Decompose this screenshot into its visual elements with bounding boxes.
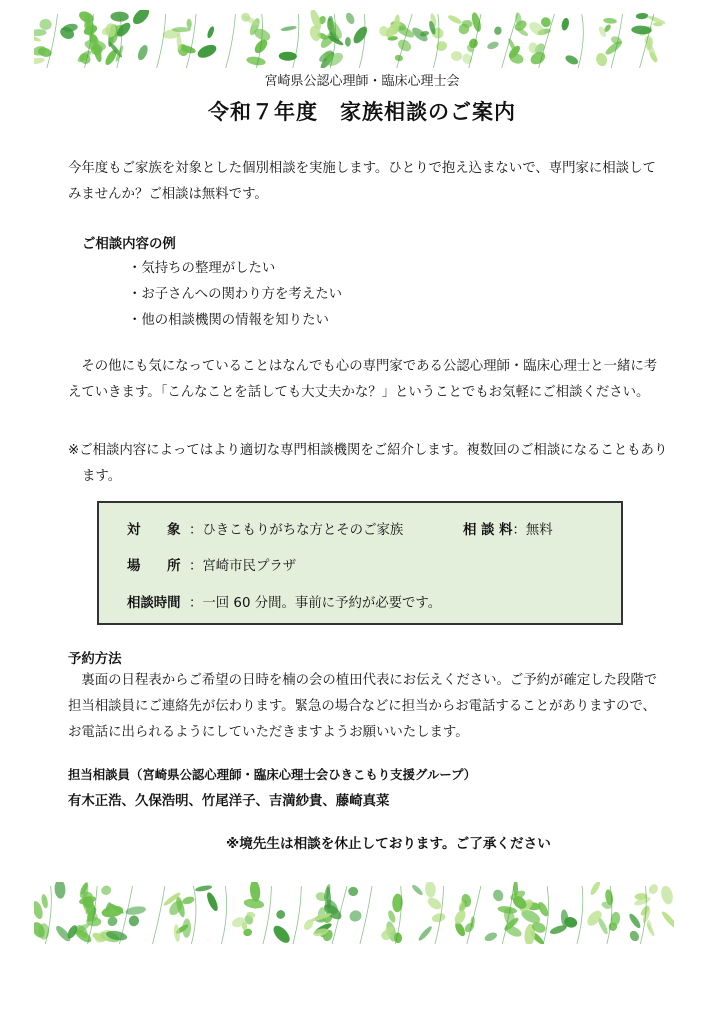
leaf-stem — [221, 886, 226, 944]
fee-label: 相 談 料 — [463, 523, 513, 538]
leaf-shape — [206, 25, 215, 38]
staff-names: 有木正浩、久保浩明、竹尾洋子、吉満紗貴、藤崎真菜 — [68, 794, 390, 809]
info-place-row — [127, 555, 296, 574]
leaf-shape — [447, 14, 463, 26]
leaf-shape — [271, 923, 293, 944]
leaf-shape — [173, 924, 181, 942]
leaf-shape — [39, 18, 52, 30]
leaf-shape — [196, 42, 219, 60]
leaf-border-bottom — [34, 882, 674, 944]
leaf-shape — [603, 17, 617, 24]
page-title: 令和７年度 家族相談のご案内 — [208, 100, 516, 124]
time-value: ：一回 60 分間。事前に予約が必要です。 — [189, 596, 442, 611]
target-value: ：ひきこもりがちな方とそのご家族 — [189, 523, 404, 538]
list-item: ・気持ちの整理がしたい — [128, 261, 276, 276]
leaf-shape — [195, 884, 213, 892]
leaf-stem — [293, 14, 299, 68]
leaf-stem — [226, 14, 236, 68]
leaf-shape — [417, 925, 433, 942]
leaf-shape — [431, 912, 446, 923]
leaf-shape — [344, 11, 356, 25]
leaf-stem — [157, 14, 166, 68]
leaf-shape — [561, 17, 571, 31]
leaf-border-top — [34, 10, 674, 68]
leaf-shape — [182, 918, 191, 937]
leaf-shape — [181, 895, 195, 905]
leaf-shape — [627, 912, 642, 929]
leaf-shape — [279, 52, 297, 61]
leaf-shape — [589, 882, 602, 896]
leaf-shape — [647, 883, 660, 896]
leaf-shape — [450, 50, 462, 61]
leaf-shape — [461, 52, 474, 66]
leaf-shape — [34, 29, 47, 37]
leaf-shape — [491, 888, 504, 903]
leaf-shape — [486, 40, 499, 50]
list-item: ・他の相談機関の情報を知りたい — [128, 313, 329, 328]
reservation-heading: 予約方法 — [68, 652, 122, 667]
fee-value: ：無料 — [512, 523, 553, 538]
leaf-stem — [578, 14, 583, 68]
leaf-shape — [348, 887, 358, 897]
time-label: 相談時間 — [127, 596, 181, 611]
leaf-shape — [628, 929, 641, 943]
info-fee — [463, 519, 553, 538]
info-target-row — [127, 519, 403, 538]
leaf-shape — [128, 914, 140, 927]
intro-paragraph: 今年度もご家族を対象とした個別相談を実施します。ひとりで抱え込まないで、専門家に相談してみませんか？ご相談は無料です。 — [68, 161, 656, 202]
leaf-shape — [351, 24, 370, 45]
leaf-shape — [136, 44, 150, 62]
info-time-row — [127, 592, 441, 611]
place-value: ：宮崎市民プラザ — [189, 559, 297, 574]
leaf-shape — [387, 909, 397, 923]
target-label: 対 象 — [127, 523, 181, 538]
leaf-shape — [494, 26, 503, 35]
leaf-shape — [275, 909, 287, 921]
examples-heading: ご相談内容の例 — [82, 237, 176, 252]
note-paragraph: ※ご相談内容によってはより適切な専門相談機関をご紹介します。複数回のご相談になることもあります。 — [68, 443, 668, 484]
leaf-shape — [345, 37, 351, 47]
leaf-stem — [293, 886, 301, 944]
leaf-stem — [263, 886, 271, 944]
leaf-shape — [130, 10, 152, 27]
leaf-shape — [280, 25, 297, 32]
staff-heading: 担当相談員（宮崎県公認心理師・臨床心理士会ひきこもり支援グループ） — [68, 767, 477, 782]
leaf-shape — [564, 54, 580, 67]
leaf-shape — [636, 13, 649, 20]
leaf-shape — [34, 57, 45, 65]
leaf-shape — [38, 923, 49, 939]
leaf-shape — [348, 909, 363, 924]
leaf-stem — [153, 886, 165, 944]
leaf-shape — [40, 894, 48, 909]
place-label: 場 所 — [127, 559, 181, 574]
leaf-stem — [467, 886, 481, 944]
reservation-paragraph: 裏面の日程表からご希望の日時を楠の会の植田代表にお伝えください。ご予約が確定した段階で担当相談員にご連絡先が伝わります。緊急の場合などに担当からお電話することがありますので、お電話に出られるようにしていただきますようお願いいたします。 — [68, 673, 658, 740]
leaf-shape — [426, 895, 444, 911]
more-paragraph: その他にも気になっていることはなんでも心の専門家である公認心理師・臨床心理士と一緒に考えていきます。「こんなことを話しても大丈夫かな？」ということでもお気軽にご相談ください。 — [68, 359, 658, 400]
leaf-shape — [411, 883, 424, 896]
leaf-stem — [191, 886, 196, 944]
leaf-shape — [659, 885, 674, 906]
leaf-shape — [660, 910, 674, 930]
leaf-shape — [100, 884, 113, 897]
notice-text: ※境先生は相談を休止しております。ご了承ください — [226, 836, 551, 852]
leaf-stem — [360, 886, 372, 944]
leaf-stem — [577, 886, 583, 944]
leaf-shape — [246, 55, 266, 66]
leaf-shape — [424, 882, 436, 898]
info-box — [97, 501, 623, 625]
list-item: ・お子さんへの関わり方を考えたい — [128, 287, 342, 302]
leaf-shape — [205, 891, 220, 912]
leaf-shape — [54, 882, 66, 899]
leaf-shape — [483, 931, 498, 943]
examples-list — [128, 256, 342, 334]
leaf-shape — [186, 19, 192, 29]
organization-name: 宮崎県公認心理師・臨床心理士会 — [264, 74, 460, 89]
